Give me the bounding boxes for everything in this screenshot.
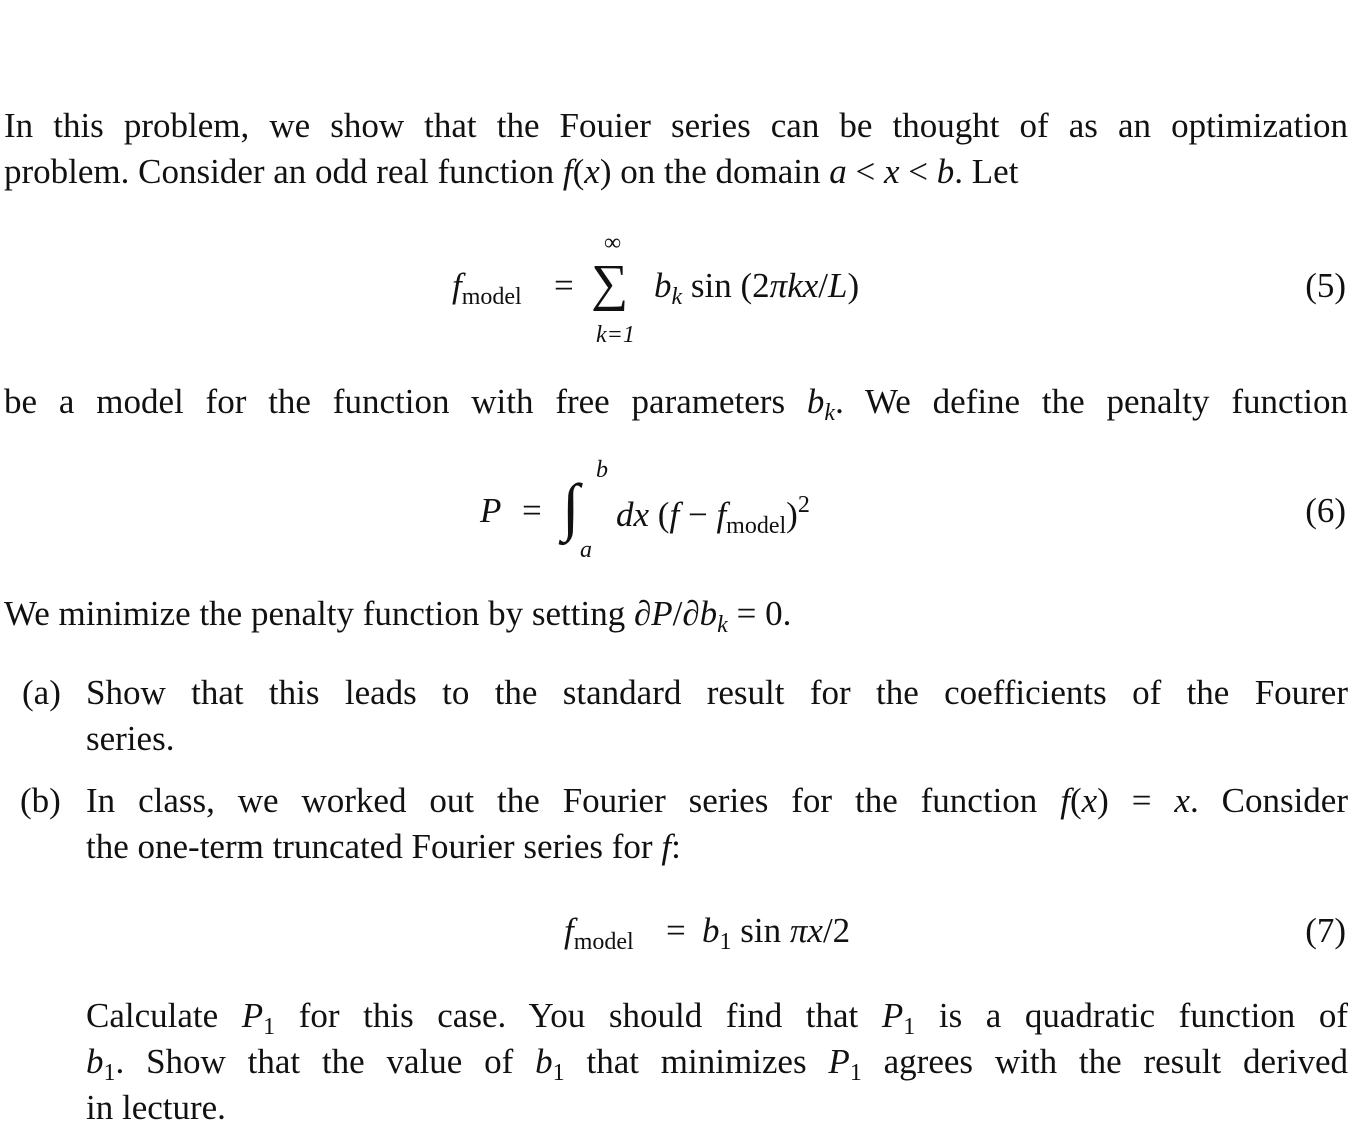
equation-7 <box>0 875 1362 955</box>
equation-6 <box>0 455 1362 565</box>
part-a-line-2: series. <box>86 719 175 758</box>
eq5-equals: = <box>554 266 574 305</box>
part-b-label: (b) <box>20 781 61 820</box>
intro-text: . Let <box>954 152 1019 191</box>
para4-line-2 <box>86 1044 1348 1085</box>
para4-text: is a quadratic function of <box>938 996 1349 1035</box>
math-P1: $P_1$ <box>828 1042 862 1086</box>
math-domain: a < x < b <box>829 152 955 191</box>
math-b1: $b_1$ <box>86 1042 116 1086</box>
para4-line-3: in lecture. <box>86 1088 226 1127</box>
eq6-number: (6) <box>1305 491 1346 530</box>
math-f-of-x: f(x) <box>562 152 612 191</box>
eq5-lhs-subscript: model <box>461 284 522 310</box>
intro-text: on the domain <box>620 152 821 191</box>
part-b-text: . Consider <box>1189 781 1348 820</box>
part-a-label: (a) <box>22 673 61 712</box>
integral-symbol: ∫ <box>562 471 580 542</box>
int-lower-limit: a <box>580 537 592 563</box>
para4-text: that minimizes <box>586 1042 807 1081</box>
para4-text: . Show that the value of <box>115 1042 514 1081</box>
intro-line-1-text: In this problem, we show that the Fouier series can be thought of as an optimization <box>4 106 1348 145</box>
eq5-number: (5) <box>1305 266 1346 305</box>
part-b-text: : <box>671 827 681 866</box>
part-a-line-1 <box>86 675 1348 710</box>
summation-symbol: ∑ <box>591 255 629 312</box>
math-partial: $\partial P/\partial b_k$ <box>633 594 728 638</box>
eq7-equals: = <box>666 911 686 950</box>
part-b-text: the one-term truncated Fourier series for <box>86 827 653 866</box>
intro-line-1 <box>4 108 1348 143</box>
para4-text: agrees with the result derived <box>883 1042 1349 1081</box>
para2-line <box>4 384 1348 425</box>
equation-5 <box>0 230 1362 350</box>
para2-text: . We define the penalty function <box>835 382 1349 421</box>
eq5-rhs: $b_k$ sin (2πkx/L) <box>654 266 860 310</box>
para4-line-1 <box>86 998 1348 1039</box>
part-a-text: Show that this leads to the standard result for the coefficients of the Fourer <box>86 673 1348 712</box>
part-b-text: In class, we worked out the Fourier series for the function <box>86 781 1038 820</box>
eq5-lhs: $f_{model}$ <box>452 266 522 310</box>
eq6-lhs: P <box>480 491 502 530</box>
para3-line <box>4 596 791 637</box>
sum-lower-limit: k=1 <box>596 322 635 348</box>
math-P1: $P_1$ <box>241 996 276 1040</box>
eq7-lhs-subscript: model <box>573 929 634 955</box>
math-P1: $P_1$ <box>881 996 916 1040</box>
math-bk: $b_k$ <box>806 382 836 426</box>
para4-text: Calculate <box>86 996 219 1035</box>
eq6-model-subscript: model <box>726 513 787 539</box>
eq7-lhs: $f_{model}$ <box>564 911 634 955</box>
eq6-exponent: 2 <box>797 492 810 518</box>
para4-text: for this case. You should find that <box>298 996 859 1035</box>
math-b1: $b_1$ <box>535 1042 565 1086</box>
eq6-equals: = <box>522 491 542 530</box>
para3-text: We minimize the penalty function by setting <box>4 594 626 633</box>
eq6-rhs: dx $(f - f_{model})^2$ <box>616 492 810 539</box>
part-b-line-1 <box>86 783 1348 818</box>
para3-text: = 0. <box>736 594 792 633</box>
eq7-rhs: $b_1$ sin πx/2 <box>702 911 851 955</box>
para2-text: be a model for the function with free parameters <box>4 382 786 421</box>
intro-text: problem. Consider an odd real function <box>4 152 555 191</box>
intro-line-2 <box>4 154 1018 189</box>
part-b-line-2 <box>86 829 681 864</box>
sum-upper-limit: ∞ <box>604 230 622 256</box>
math-f-equals-x: f(x) = x <box>1060 781 1190 820</box>
eq7-number: (7) <box>1305 911 1346 950</box>
math-f: f <box>661 827 672 866</box>
int-upper-limit: b <box>596 457 608 483</box>
